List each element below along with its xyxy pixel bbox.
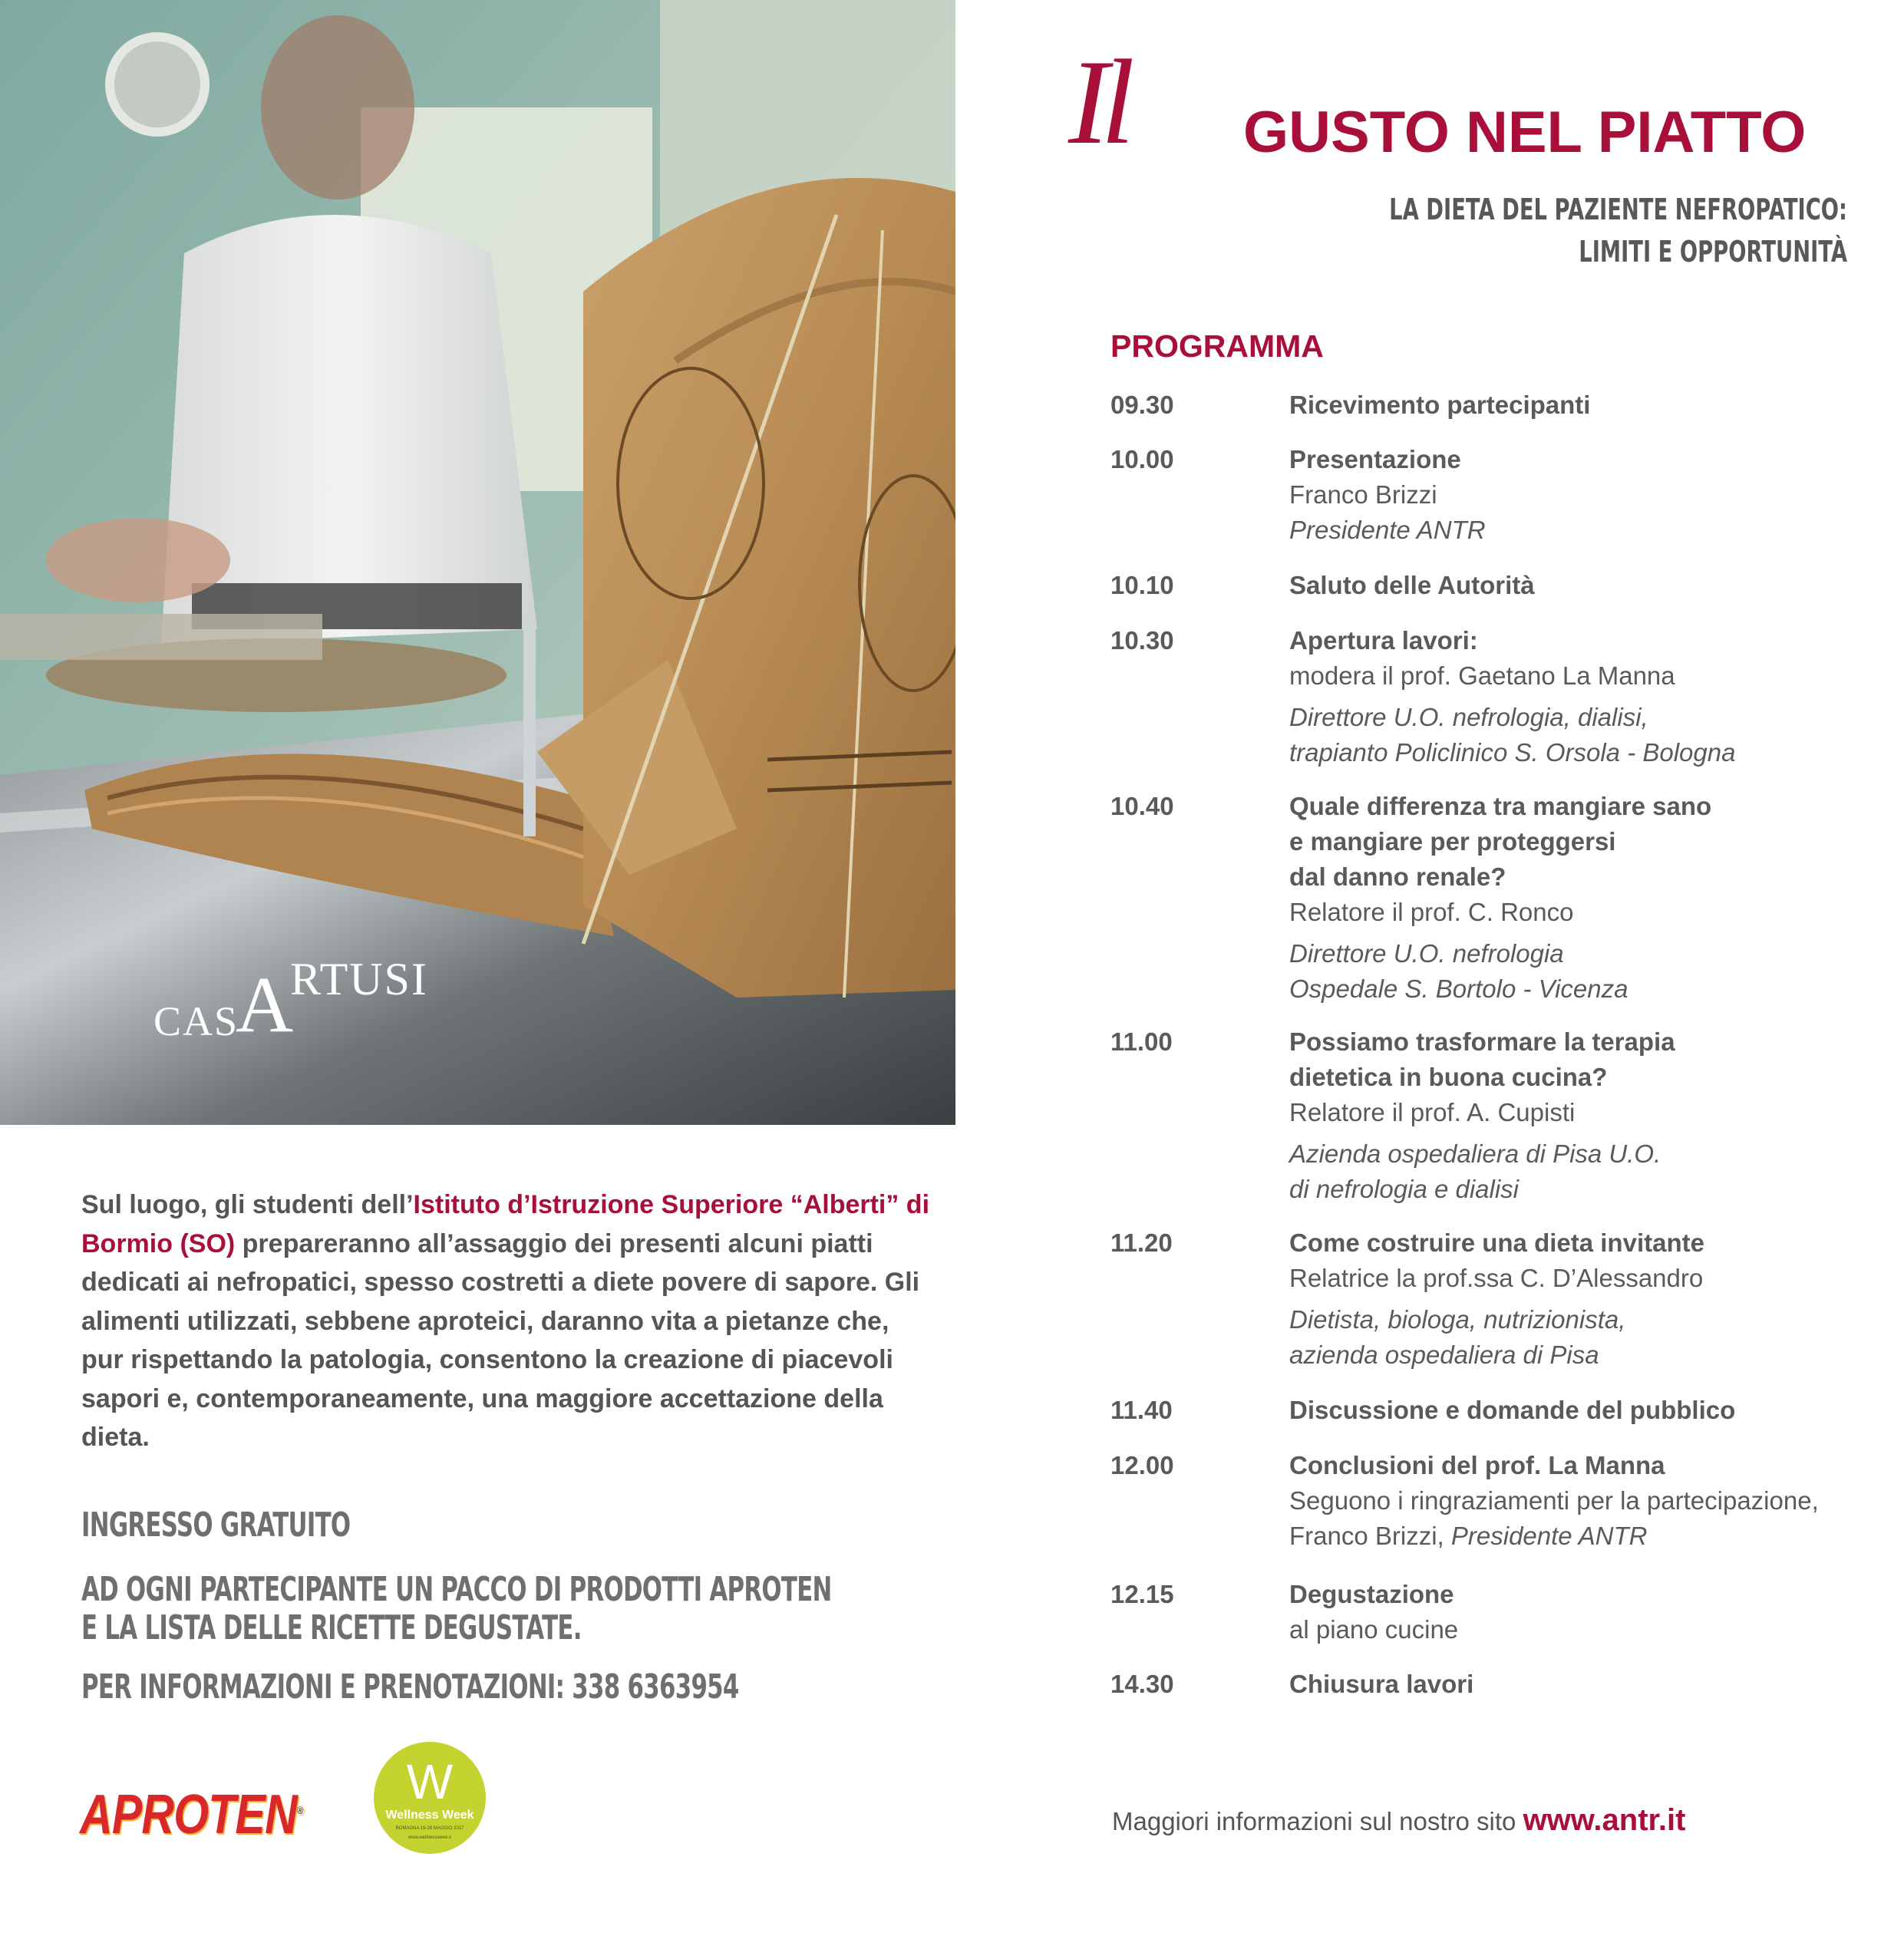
program-time: 09.30 (1110, 391, 1174, 419)
program-item: Apertura lavori: modera il prof. Gaetano La Manna Direttore U.O. nefrologia, dialisi, trapianto Policlinico S. Orsola - Bologna (1289, 626, 1736, 767)
casa-artusi-logo: CASARTUSI (153, 954, 428, 1049)
kitchen-photo (0, 0, 955, 1125)
program-time: 10.10 (1110, 571, 1174, 599)
program-item: Chiusura lavori (1289, 1670, 1474, 1698)
program-time: 10.40 (1110, 792, 1174, 820)
svg-text:W: W (406, 1754, 454, 1809)
page-title (1068, 35, 1851, 170)
program-time: 11.00 (1110, 1027, 1173, 1056)
subtitle-line1: LA DIETA DEL PAZIENTE NEFROPATICO: (1389, 193, 1847, 226)
aproten-logo: APROTEN® (80, 1784, 303, 1845)
program-item: Discussione e domande del pubblico (1289, 1396, 1736, 1424)
title-main: GUSTO NEL PIATTO (1243, 100, 1807, 165)
program-time: 10.00 (1110, 445, 1174, 473)
kitchen-photo-illustration (0, 0, 955, 1125)
program-item: Ricevimento partecipanti (1289, 391, 1591, 419)
booking-phone-notice: PER INFORMAZIONI E PRENOTAZIONI: 338 6363954 (81, 1667, 739, 1707)
program-time: 12.00 (1110, 1451, 1174, 1479)
program-time: 11.20 (1110, 1228, 1173, 1257)
title-il: Il (1068, 35, 1127, 170)
event-description: Sul luogo, gli studenti dell’Istituto d’Istruzione Superiore “Alberti” di Bormio (SO) prepareranno all’assaggio dei presenti alcuni piatti dedicati ai nefropatici, spesso costretti a diete povere di sapore. Gli alimenti utilizzati, sebbene aproteici, daranno vita a pietanze che, pur rispettando la patologia, consentono la creazione di piacevoli sapori e, contemporaneamente, una maggiore accettazione della dieta. (81, 1190, 930, 1452)
program-item: Degustazione al piano cucine (1289, 1580, 1459, 1644)
gift-notice-line1: AD OGNI PARTECIPANTE UN PACCO DI PRODOTTI APROTEN (81, 1570, 832, 1609)
program-item: Presentazione Franco Brizzi Presidente ANTR (1289, 445, 1486, 544)
program-time: 14.30 (1110, 1670, 1174, 1698)
gift-notice-line2: E LA LISTA DELLE RICETTE DEGUSTATE. (81, 1608, 582, 1647)
website-link[interactable]: www.antr.it (1523, 1803, 1686, 1837)
footer-info: Maggiori informazioni sul nostro sito www.antr.it (1112, 1803, 1686, 1837)
program-item: Come costruire una dieta invitante Relatrice la prof.ssa C. D’Alessandro Dietista, biologa, nutrizionista, azienda ospedaliera di Pisa (1289, 1228, 1704, 1369)
program-item: Possiamo trasformare la terapia dietetica in buona cucina? Relatore il prof. A. Cupisti Azienda ospedaliera di Pisa U.O. di nefrologia e dialisi (1289, 1027, 1675, 1203)
program-time: 11.40 (1110, 1396, 1173, 1424)
program-item: Saluto delle Autorità (1289, 571, 1535, 599)
program-item: Quale differenza tra mangiare sano e mangiare per proteggersi dal danno renale? Relatore il prof. C. Ronco Direttore U.O. nefrologia Ospedale S. Bortolo - Vicenza (1289, 792, 1712, 1003)
free-entry-notice: INGRESSO GRATUITO (81, 1505, 351, 1545)
svg-text:ROMAGNA 19-28 MAGGIO 2017: ROMAGNA 19-28 MAGGIO 2017 (395, 1826, 464, 1831)
program-time: 12.15 (1110, 1580, 1174, 1608)
subtitle-line2: LIMITI E OPPORTUNITÀ (1579, 235, 1847, 269)
wellness-week-logo (372, 1740, 487, 1855)
programma-heading: PROGRAMMA (1110, 328, 1324, 364)
program-item: Conclusioni del prof. La Manna Seguono i ringraziamenti per la partecipazione, Franco Brizzi, Presidente ANTR (1289, 1451, 1819, 1550)
program-time: 10.30 (1110, 626, 1174, 655)
svg-text:www.wellnessweek.it: www.wellnessweek.it (408, 1835, 452, 1840)
institute-name: Istituto d’Istruzione Superiore “Alberti” di Bormio (SO) (81, 1190, 930, 1258)
svg-text:Wellness Week: Wellness Week (385, 1809, 474, 1822)
